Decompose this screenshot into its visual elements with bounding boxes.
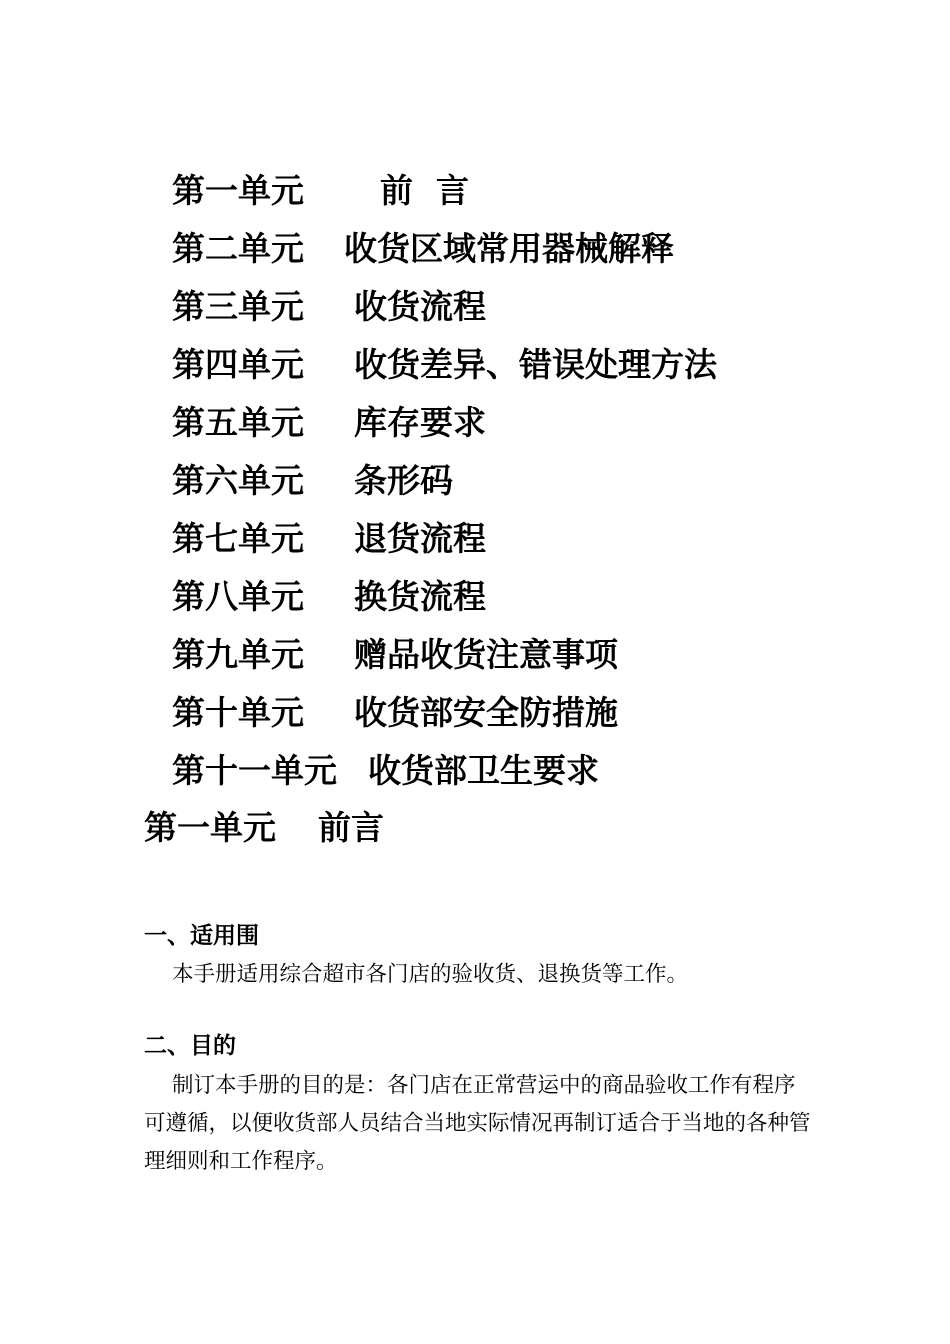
toc-entry-number: 第二单元 [172,229,304,268]
toc-entry-7 [172,510,717,568]
toc-entry-title: 赠品收货注意事项 [354,635,618,674]
toc-entry-number: 第八单元 [172,577,304,616]
toc-entry-4 [172,336,717,394]
toc-entry-title: 退货流程 [354,519,486,558]
toc-entry-3 [172,278,717,336]
toc-entry-2 [172,220,717,278]
toc-entry-10 [172,684,717,742]
toc-entry-9 [172,626,717,684]
toc-entry-number: 第十一单元 [172,751,337,790]
table-of-contents [172,162,717,800]
toc-entry-title: 前 言 [380,171,469,210]
toc-entry-number: 第一单元 [172,171,304,210]
toc-entry-title: 收货部安全防措施 [354,693,618,732]
section-heading [144,802,384,854]
toc-entry-1 [172,162,717,220]
toc-entry-title: 换货流程 [354,577,486,616]
purpose-heading: 二、目的 [144,1033,236,1059]
toc-entry-title: 收货部卫生要求 [368,751,599,790]
toc-entry-number: 第三单元 [172,287,304,326]
section-title: 前言 [318,808,384,847]
scope-paragraph: 本手册适用综合超市各门店的验收货、退换货等工作。 [172,962,689,987]
toc-entry-number: 第七单元 [172,519,304,558]
toc-entry-8 [172,568,717,626]
toc-entry-11 [172,742,717,800]
toc-entry-number: 第五单元 [172,403,304,442]
toc-entry-6 [172,452,717,510]
toc-entry-number: 第十单元 [172,693,304,732]
section-number: 第一单元 [144,808,276,847]
toc-entry-5 [172,394,717,452]
purpose-paragraph: 制订本手册的目的是：各门店在正常营运中的商品验收工作有程序可遵循，以便收货部人员结合当地实际情况再制订适合于当地的各种管理细则和工作程序。 [144,1073,811,1174]
toc-entry-title: 库存要求 [354,403,486,442]
toc-entry-title: 收货区域常用器械解释 [344,229,674,268]
toc-entry-title: 收货流程 [354,287,486,326]
toc-entry-number: 第九单元 [172,635,304,674]
scope-heading: 一、适用围 [144,923,259,949]
toc-entry-number: 第六单元 [172,461,304,500]
toc-entry-number: 第四单元 [172,345,304,384]
toc-entry-title: 收货差异、错误处理方法 [354,345,717,384]
toc-entry-title: 条形码 [354,461,453,500]
